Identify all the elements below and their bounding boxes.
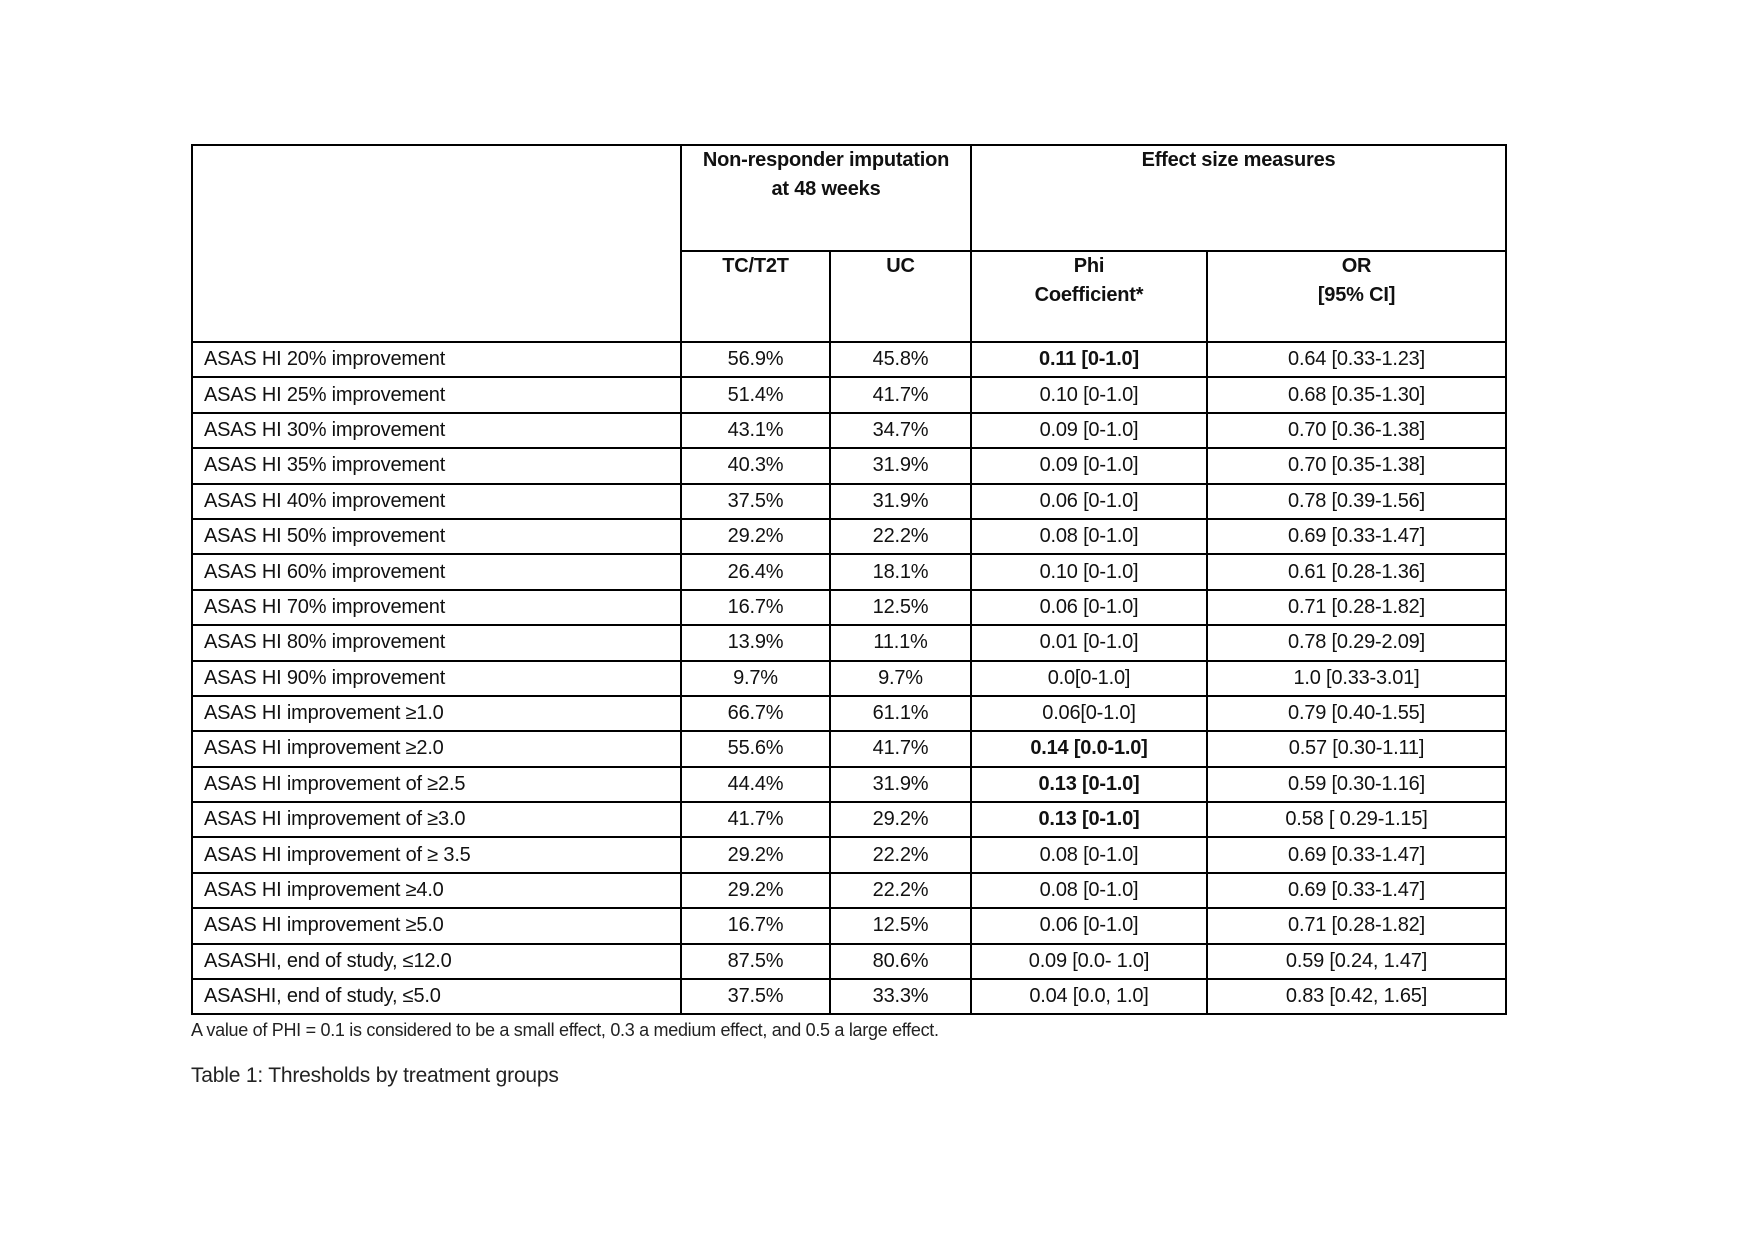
uc-value-cell: 41.7% xyxy=(830,731,971,766)
row-label-cell: ASAS HI improvement ≥5.0 xyxy=(192,908,681,943)
row-label-cell: ASASHI, end of study, ≤5.0 xyxy=(192,979,681,1014)
odds-ratio-cell: 0.57 [0.30-1.11] xyxy=(1207,731,1506,766)
odds-ratio-cell: 0.69 [0.33-1.47] xyxy=(1207,519,1506,554)
odds-ratio-cell: 0.59 [0.30-1.16] xyxy=(1207,767,1506,802)
uc-value-cell: 34.7% xyxy=(830,413,971,448)
tc-t2t-value-cell: 51.4% xyxy=(681,377,830,412)
table-row xyxy=(192,908,1506,943)
tc-t2t-value-cell: 41.7% xyxy=(681,802,830,837)
uc-value-cell: 33.3% xyxy=(830,979,971,1014)
header-col-phi-line2: Coefficient* xyxy=(1034,284,1144,306)
odds-ratio-cell: 0.69 [0.33-1.47] xyxy=(1207,873,1506,908)
tc-t2t-value-cell: 29.2% xyxy=(681,873,830,908)
odds-ratio-cell: 0.59 [0.24, 1.47] xyxy=(1207,944,1506,979)
tc-t2t-value-cell: 16.7% xyxy=(681,590,830,625)
uc-value-cell: 31.9% xyxy=(830,448,971,483)
row-label-cell: ASASHI, end of study, ≤12.0 xyxy=(192,944,681,979)
header-col-or xyxy=(1207,251,1506,342)
row-label-cell: ASAS HI 35% improvement xyxy=(192,448,681,483)
table-row xyxy=(192,661,1506,696)
table-row xyxy=(192,979,1506,1014)
phi-coefficient-cell: 0.04 [0.0, 1.0] xyxy=(971,979,1207,1014)
odds-ratio-cell: 1.0 [0.33-3.01] xyxy=(1207,661,1506,696)
header-col-phi-line1: Phi xyxy=(1073,255,1105,277)
header-col-tc-t2t: TC/T2T xyxy=(681,251,830,342)
tc-t2t-value-cell: 16.7% xyxy=(681,908,830,943)
uc-value-cell: 31.9% xyxy=(830,767,971,802)
phi-coefficient-cell: 0.06 [0-1.0] xyxy=(971,484,1207,519)
row-label-cell: ASAS HI improvement ≥4.0 xyxy=(192,873,681,908)
odds-ratio-cell: 0.61 [0.28-1.36] xyxy=(1207,554,1506,589)
row-label-cell: ASAS HI improvement of ≥ 3.5 xyxy=(192,837,681,872)
phi-coefficient-cell: 0.11 [0-1.0] xyxy=(971,342,1207,377)
uc-value-cell: 61.1% xyxy=(830,696,971,731)
tc-t2t-value-cell: 37.5% xyxy=(681,484,830,519)
table-footnote: A value of PHI = 0.1 is considered to be a small effect, 0.3 a medium effect, and 0.5 a large effect. xyxy=(191,1020,939,1040)
tc-t2t-value-cell: 9.7% xyxy=(681,661,830,696)
header-col-or-line2: [95% CI] xyxy=(1317,284,1396,306)
odds-ratio-cell: 0.71 [0.28-1.82] xyxy=(1207,590,1506,625)
odds-ratio-cell: 0.70 [0.35-1.38] xyxy=(1207,448,1506,483)
tc-t2t-value-cell: 43.1% xyxy=(681,413,830,448)
table-row xyxy=(192,554,1506,589)
tc-t2t-value-cell: 37.5% xyxy=(681,979,830,1014)
phi-coefficient-cell: 0.13 [0-1.0] xyxy=(971,767,1207,802)
uc-value-cell: 22.2% xyxy=(830,837,971,872)
tc-t2t-value-cell: 56.9% xyxy=(681,342,830,377)
header-col-phi xyxy=(971,251,1207,342)
table-row xyxy=(192,944,1506,979)
tc-t2t-value-cell: 40.3% xyxy=(681,448,830,483)
tc-t2t-value-cell: 29.2% xyxy=(681,837,830,872)
phi-coefficient-cell: 0.14 [0.0-1.0] xyxy=(971,731,1207,766)
table-row xyxy=(192,731,1506,766)
odds-ratio-cell: 0.68 [0.35-1.30] xyxy=(1207,377,1506,412)
uc-value-cell: 12.5% xyxy=(830,590,971,625)
odds-ratio-cell: 0.79 [0.40-1.55] xyxy=(1207,696,1506,731)
phi-coefficient-cell: 0.13 [0-1.0] xyxy=(971,802,1207,837)
tc-t2t-value-cell: 55.6% xyxy=(681,731,830,766)
header-group-nri: Non-responder imputation at 48 weeks xyxy=(681,145,971,251)
header-col-or-line1: OR xyxy=(1341,255,1372,277)
row-label-cell: ASAS HI improvement ≥1.0 xyxy=(192,696,681,731)
phi-coefficient-cell: 0.01 [0-1.0] xyxy=(971,625,1207,660)
table-row xyxy=(192,377,1506,412)
table-row xyxy=(192,413,1506,448)
table-row xyxy=(192,484,1506,519)
table-row xyxy=(192,767,1506,802)
phi-coefficient-cell: 0.06 [0-1.0] xyxy=(971,908,1207,943)
table-row xyxy=(192,448,1506,483)
phi-coefficient-cell: 0.08 [0-1.0] xyxy=(971,873,1207,908)
row-label-cell: ASAS HI 80% improvement xyxy=(192,625,681,660)
phi-coefficient-cell: 0.10 [0-1.0] xyxy=(971,554,1207,589)
phi-coefficient-cell: 0.10 [0-1.0] xyxy=(971,377,1207,412)
odds-ratio-cell: 0.70 [0.36-1.38] xyxy=(1207,413,1506,448)
phi-coefficient-cell: 0.08 [0-1.0] xyxy=(971,519,1207,554)
table-row xyxy=(192,625,1506,660)
row-label-cell: ASAS HI 40% improvement xyxy=(192,484,681,519)
row-label-cell: ASAS HI 50% improvement xyxy=(192,519,681,554)
uc-value-cell: 41.7% xyxy=(830,377,971,412)
table-row xyxy=(192,802,1506,837)
odds-ratio-cell: 0.78 [0.39-1.56] xyxy=(1207,484,1506,519)
uc-value-cell: 29.2% xyxy=(830,802,971,837)
phi-coefficient-cell: 0.09 [0-1.0] xyxy=(971,413,1207,448)
tc-t2t-value-cell: 26.4% xyxy=(681,554,830,589)
row-label-cell: ASAS HI improvement of ≥3.0 xyxy=(192,802,681,837)
row-label-cell: ASAS HI 25% improvement xyxy=(192,377,681,412)
row-label-cell: ASAS HI improvement ≥2.0 xyxy=(192,731,681,766)
header-col-uc: UC xyxy=(830,251,971,342)
uc-value-cell: 11.1% xyxy=(830,625,971,660)
odds-ratio-cell: 0.64 [0.33-1.23] xyxy=(1207,342,1506,377)
table-row xyxy=(192,590,1506,625)
uc-value-cell: 18.1% xyxy=(830,554,971,589)
odds-ratio-cell: 0.83 [0.42, 1.65] xyxy=(1207,979,1506,1014)
phi-coefficient-cell: 0.09 [0.0- 1.0] xyxy=(971,944,1207,979)
phi-coefficient-cell: 0.0[0-1.0] xyxy=(971,661,1207,696)
uc-value-cell: 22.2% xyxy=(830,519,971,554)
odds-ratio-cell: 0.69 [0.33-1.47] xyxy=(1207,837,1506,872)
row-label-cell: ASAS HI 20% improvement xyxy=(192,342,681,377)
odds-ratio-cell: 0.78 [0.29-2.09] xyxy=(1207,625,1506,660)
row-label-cell: ASAS HI improvement of ≥2.5 xyxy=(192,767,681,802)
table-row xyxy=(192,696,1506,731)
table-caption: Table 1: Thresholds by treatment groups xyxy=(191,1064,559,1087)
tc-t2t-value-cell: 29.2% xyxy=(681,519,830,554)
tc-t2t-value-cell: 44.4% xyxy=(681,767,830,802)
header-group-effect-size: Effect size measures xyxy=(971,145,1506,251)
row-label-cell: ASAS HI 60% improvement xyxy=(192,554,681,589)
table-row xyxy=(192,342,1506,377)
uc-value-cell: 12.5% xyxy=(830,908,971,943)
table-row xyxy=(192,837,1506,872)
phi-coefficient-cell: 0.06[0-1.0] xyxy=(971,696,1207,731)
header-empty-cell xyxy=(192,145,681,342)
row-label-cell: ASAS HI 70% improvement xyxy=(192,590,681,625)
table-row xyxy=(192,873,1506,908)
uc-value-cell: 31.9% xyxy=(830,484,971,519)
tc-t2t-value-cell: 87.5% xyxy=(681,944,830,979)
table-body xyxy=(192,342,1506,1014)
uc-value-cell: 45.8% xyxy=(830,342,971,377)
odds-ratio-cell: 0.71 [0.28-1.82] xyxy=(1207,908,1506,943)
thresholds-table xyxy=(191,144,1507,1015)
uc-value-cell: 22.2% xyxy=(830,873,971,908)
uc-value-cell: 9.7% xyxy=(830,661,971,696)
phi-coefficient-cell: 0.06 [0-1.0] xyxy=(971,590,1207,625)
uc-value-cell: 80.6% xyxy=(830,944,971,979)
tc-t2t-value-cell: 13.9% xyxy=(681,625,830,660)
odds-ratio-cell: 0.58 [ 0.29-1.15] xyxy=(1207,802,1506,837)
phi-coefficient-cell: 0.09 [0-1.0] xyxy=(971,448,1207,483)
row-label-cell: ASAS HI 90% improvement xyxy=(192,661,681,696)
row-label-cell: ASAS HI 30% improvement xyxy=(192,413,681,448)
tc-t2t-value-cell: 66.7% xyxy=(681,696,830,731)
phi-coefficient-cell: 0.08 [0-1.0] xyxy=(971,837,1207,872)
table-row xyxy=(192,519,1506,554)
